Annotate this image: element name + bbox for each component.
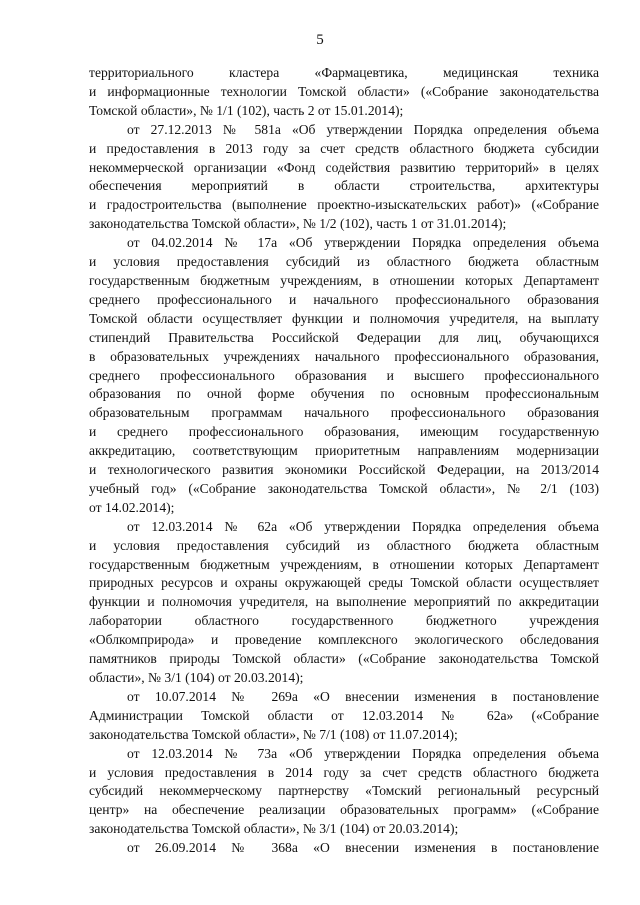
paragraph	[89, 688, 599, 745]
text-line: от 12.03.2014 № 62а «Об утверждении Порядка определения объема	[127, 518, 599, 534]
paragraph	[89, 839, 599, 858]
text-line: среднего профессионального и начального профессионального образования	[89, 291, 599, 307]
text-line: в образовательных учреждениях начального профессионального образования,	[89, 348, 599, 364]
text-line: субсидий некоммерческому партнерству «Томский региональный ресурсный	[89, 783, 599, 799]
text-line: Администрации Томской области от 12.03.2014 № 62а» («Собрание	[89, 707, 599, 723]
text-line: законодательства Томской области», № 1/2 (102), часть 1 от 31.01.2014);	[89, 216, 507, 232]
paragraph	[89, 745, 599, 840]
page-number: 5	[316, 32, 324, 48]
text-line: Томской области», № 1/1 (102), часть 2 от 15.01.2014);	[89, 102, 404, 118]
text-line: государственным бюджетным учреждениям, в отношении которых Департамент	[89, 272, 599, 288]
text-line: природных ресурсов и охраны окружающей среды Томской области осуществляет	[89, 575, 599, 591]
text-line: среднего профессионального образования и высшего профессионального	[89, 367, 599, 383]
text-line: Томской области осуществляет функции и полномочия учредителя, на выплату	[89, 310, 599, 326]
text-line: и технологического развития экономики Российской Федерации, на 2013/2014	[89, 462, 599, 478]
paragraph	[89, 518, 599, 688]
text-line: учебный год» («Собрание законодательства Томской области», № 2/1 (103)	[89, 480, 599, 496]
text-line: и условия предоставления субсидий из областного бюджета областным	[89, 537, 599, 553]
text-line: законодательства Томской области», № 7/1 (108) от 11.07.2014);	[89, 726, 458, 742]
text-line: и условия предоставления в 2014 году за счет средств областного бюджета	[89, 764, 599, 780]
text-line: и информационные технологии Томской области» («Собрание законодательства	[89, 83, 599, 99]
text-line: области», № 3/1 (104) от 20.03.2014);	[89, 670, 304, 685]
text-line: памятников природы Томской области» («Собрание законодательства Томской	[89, 651, 599, 667]
text-line: лаборатории областного государственного бюджетного учреждения	[89, 613, 599, 629]
text-line: государственным бюджетным учреждениям, в отношении которых Департамент	[89, 556, 599, 572]
text-line: от 14.02.2014);	[89, 499, 175, 515]
text-line: функции и полномочия учредителя, на выполнение мероприятий по аккредитации	[89, 594, 599, 610]
text-line: и предоставления в 2013 году за счет средств областного бюджета субсидии	[89, 140, 599, 156]
text-line: законодательства Томской области», № 3/1 (104) от 20.03.2014);	[89, 821, 459, 837]
paragraph	[89, 234, 599, 518]
text-line: образования по очной форме обучения по основным профессиональным	[89, 386, 599, 402]
text-line: территориального кластера «Фармацевтика, медицинская техника	[89, 65, 599, 80]
text-line: центр» на обеспечение реализации образовательных программ» («Собрание	[89, 802, 599, 818]
text-line: и градостроительства (выполнение проектно-изыскательских работ)» («Собрание	[89, 197, 599, 213]
text-line: и условия предоставления субсидий из областного бюджета областным	[89, 254, 599, 270]
text-line: от 27.12.2013 № 581а «Об утверждении Порядка определения объема	[127, 121, 599, 137]
text-line: «Облкомприрода» и проведение комплексного экологического обследования	[89, 632, 599, 648]
paragraph	[89, 64, 599, 121]
text-line: аккредитацию, соответствующим приоритетным направлениям модернизации	[89, 443, 599, 459]
document-body	[89, 64, 599, 858]
text-line: стипендий Правительства Российской Федерации для лиц, обучающихся	[89, 329, 599, 345]
text-line: обеспечения мероприятий в области строительства, архитектуры	[89, 178, 599, 194]
text-line: от 26.09.2014 № 368а «О внесении изменения в постановление	[127, 840, 599, 856]
text-line: образовательным программам начального профессионального образования	[89, 405, 599, 421]
text-line: от 10.07.2014 № 269а «О внесении изменения в постановление	[127, 688, 599, 704]
paragraph	[89, 121, 599, 234]
text-line: от 12.03.2014 № 73а «Об утверждении Порядка определения объема	[127, 745, 599, 761]
text-line: некоммерческой организации «Фонд содействия развитию территорий» в целях	[89, 159, 599, 175]
text-line: от 04.02.2014 № 17а «Об утверждении Порядка определения объема	[127, 235, 599, 251]
text-line: и среднего профессионального образования, имеющим государственную	[89, 424, 599, 440]
